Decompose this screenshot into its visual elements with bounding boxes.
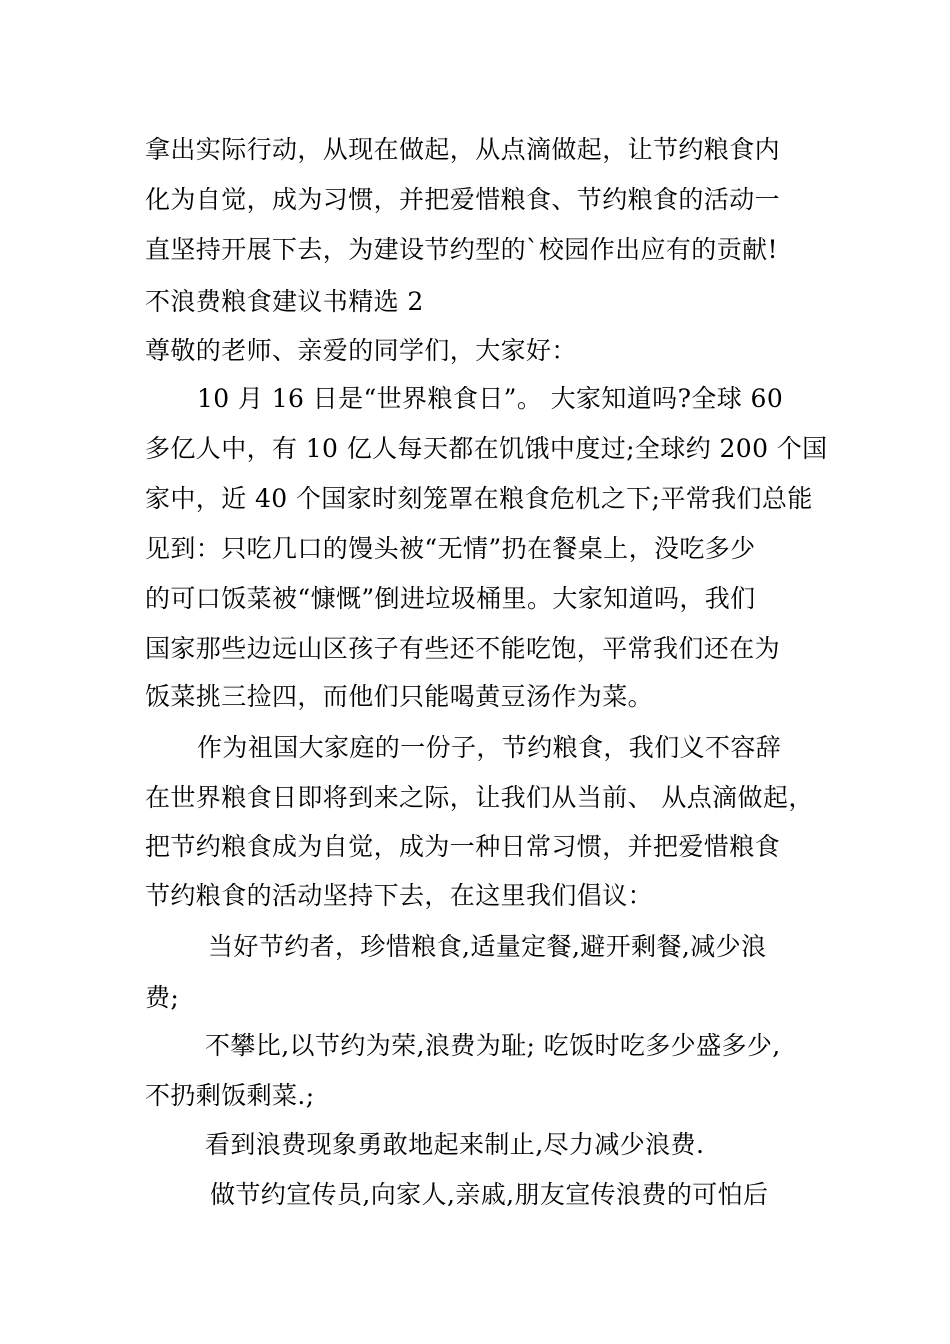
text-line: 做节约宣传员,向家人,亲戚,朋友宣传浪费的可怕后 — [210, 1180, 769, 1209]
text-line: 10 月 16 日是“世界粮食日”。 大家知道吗?全球 60 — [197, 384, 784, 413]
text-line: 拿出实际行动，从现在做起，从点滴做起，让节约粮食内 — [145, 135, 781, 164]
text-line: 多亿人中，有 10 亿人每天都在饥饿中度过;全球约 200 个国 — [145, 434, 828, 463]
text-line: 化为自觉，成为习惯，并把爱惜粮食、节约粮食的活动一 — [145, 185, 781, 214]
text-line: 把节约粮食成为自觉，成为一种日常习惯，并把爱惜粮食 — [145, 832, 781, 861]
section-title: 不浪费粮食建议书精选 2 — [145, 287, 424, 316]
text-line: 当好节约者，珍惜粮食,适量定餐,避开剩餐,减少浪 — [208, 932, 767, 961]
text-line: 的可口饭菜被“慷慨”倒进垃圾桶里。大家知道吗，我们 — [145, 584, 756, 613]
text-line: 作为祖国大家庭的一份子，节约粮食，我们义不容辞 — [197, 733, 782, 762]
text-line: 直坚持开展下去，为建设节约型的`校园作出应有的贡献! — [145, 235, 778, 264]
text-line: 见到：只吃几口的馒头被“无情”扔在餐桌上，没吃多少 — [145, 534, 756, 563]
text-line: 在世界粮食日即将到来之际，让我们从当前、 从点滴做起， — [145, 783, 814, 812]
text-line: 饭菜挑三捡四，而他们只能喝黄豆汤作为菜。 — [145, 682, 654, 711]
text-line: 家中，近 40 个国家时刻笼罩在粮食危机之下;平常我们总能 — [145, 484, 813, 513]
text-line: 不攀比,以节约为荣,浪费为耻; 吃饭时吃多少盛多少, — [205, 1031, 781, 1060]
text-line: 费; — [145, 983, 180, 1012]
text-line: 国家那些边远山区孩子有些还不能吃饱，平常我们还在为 — [145, 634, 781, 663]
text-line: 不扔剩饭剩菜.; — [145, 1081, 315, 1110]
text-line: 节约粮食的活动坚持下去，在这里我们倡议： — [145, 881, 654, 910]
salutation: 尊敬的老师、亲爱的同学们，大家好： — [145, 336, 577, 365]
text-line: 看到浪费现象勇敢地起来制止,尽力减少浪费. — [205, 1130, 705, 1159]
